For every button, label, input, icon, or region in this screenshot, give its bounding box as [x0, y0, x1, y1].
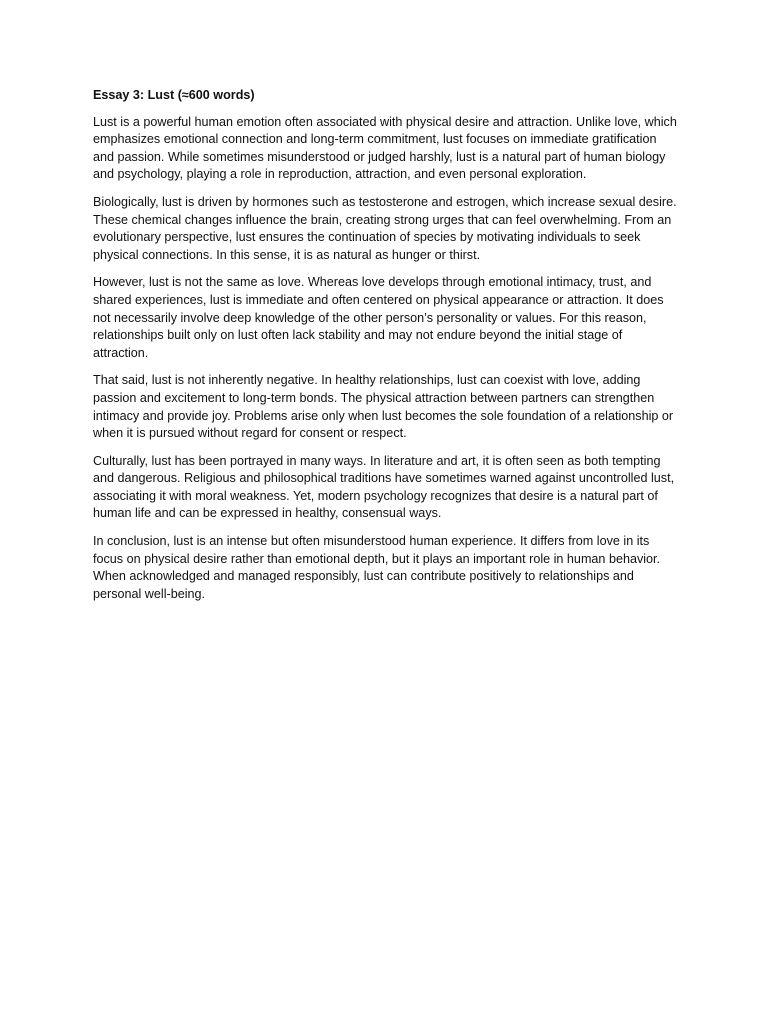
paragraph-conclusion: In conclusion, lust is an intense but often misunderstood human experience. It differs from love in its focus on physical desire rather than emotional depth, but it plays an important role in human behavior. When acknowledged and managed responsibly, lust can contribute positively to relationships and personal well-being. — [93, 534, 661, 601]
essay-title: Essay 3: Lust (≈600 words) — [93, 88, 255, 102]
document-body — [93, 87, 678, 613]
paragraph-love-vs-lust: However, lust is not the same as love. Whereas love develops through emotional intimacy, trust, and shared experiences, lust is immediate and often centered on physical appearance or attraction. It does not necessarily involve deep knowledge of the other person’s personality or values. For this reason, relationships built only on lust often lack stability and may not endure beyond the initial stage of attraction. — [93, 275, 664, 360]
paragraph-culture: Culturally, lust has been portrayed in many ways. In literature and art, it is often seen as both tempting and dangerous. Religious and philosophical traditions have sometimes warned against uncontrolled lust, associating it with moral weakness. Yet, modern psychology recognizes that desire is a natural part of human life and can be expressed in healthy, consensual ways. — [93, 453, 675, 521]
paragraph-healthy-relationships: That said, lust is not inherently negative. In healthy relationships, lust can coexist with love, adding passion and excitement to long-term bonds. The physical attraction between partners can strengthen intimacy and provide joy. Problems arise only when lust becomes the sole foundation of a relationship or when it is pursued without regard for consent or respect. — [93, 373, 674, 441]
paragraph-biology: Biologically, lust is driven by hormones such as testosterone and estrogen, which increase sexual desire. These chemical changes influence the brain, creating strong urges that can feel overwhelming. From an evolutionary perspective, lust ensures the continuation of species by motivating individuals to seek physical connections. In this sense, it is as natural as hunger or thirst. — [93, 194, 677, 262]
paragraph-intro: Lust is a powerful human emotion often associated with physical desire and attraction. Unlike love, which emphasizes emotional connection and long-term commitment, lust focuses on immediate gratification and passion. While sometimes misunderstood or judged harshly, lust is a natural part of human biology and psychology, playing a role in reproduction, attraction, and even personal exploration. — [93, 114, 677, 182]
